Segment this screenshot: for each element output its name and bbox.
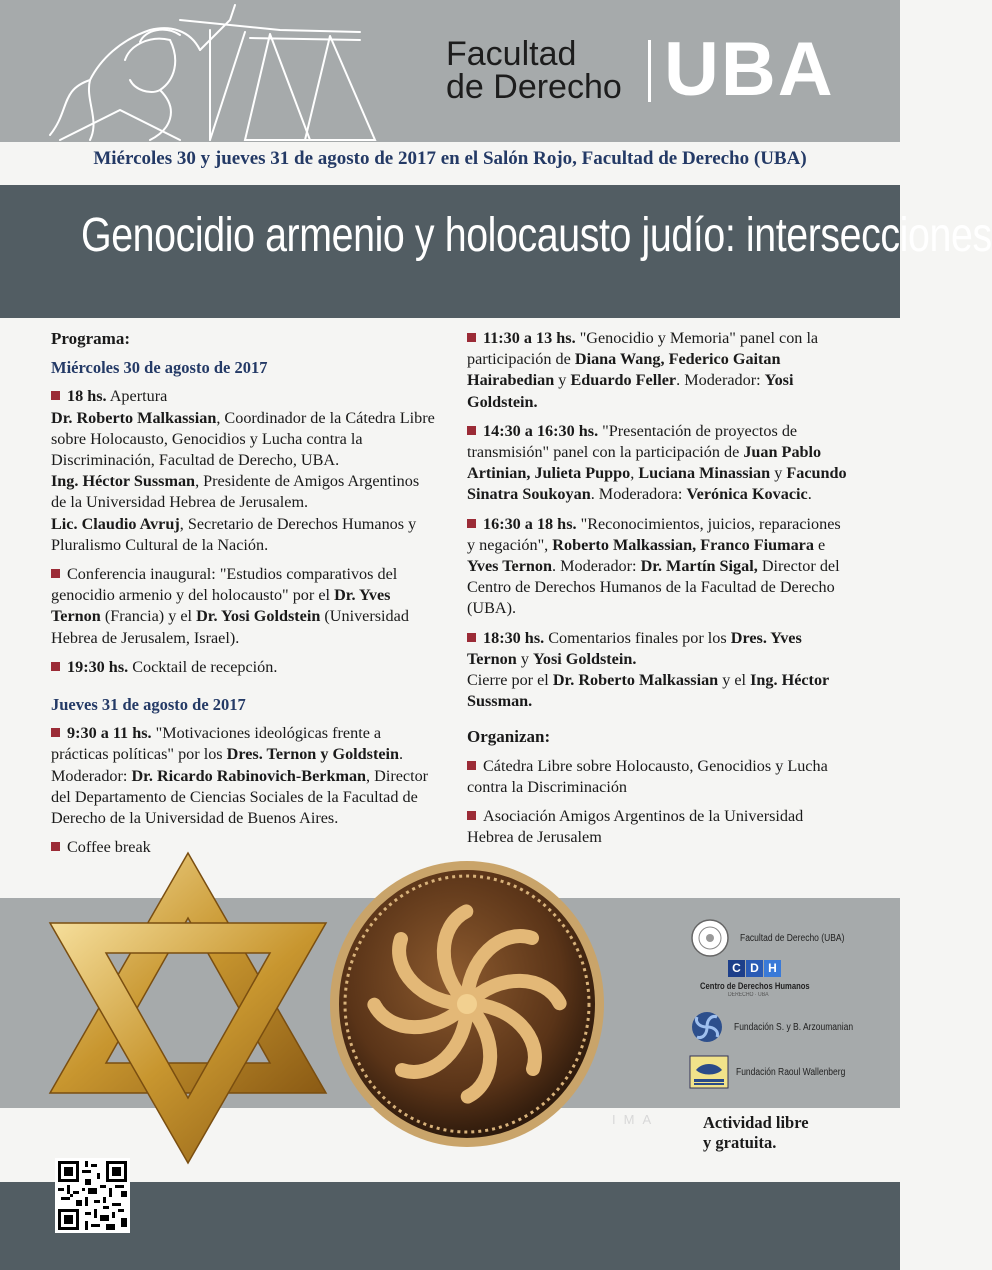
logo-cdh-subtext: DERECHO · UBA (728, 992, 769, 998)
bullet-square-icon (51, 569, 60, 578)
ima-watermark: IMA (612, 1112, 660, 1127)
uba-wordmark: UBA (664, 27, 835, 112)
cdh-letter-d: D (746, 960, 763, 977)
program-item-comentarios: 18:30 hs. Comentarios finales por los Dres. Yves Ternon y Yosi Goldstein. Cierre por el Dr. Roberto Malkassian y el Ing. Héctor Sussman. (467, 628, 829, 711)
bullet-square-icon (467, 426, 476, 435)
event-date-line: Miércoles 30 y jueves 31 de agosto de 2017 en el Salón Rojo, Facultad de Derecho (UBA) (93, 148, 807, 169)
free-activity-note (703, 1113, 809, 1153)
bullet-square-icon (467, 761, 476, 770)
cdh-letter-h: H (764, 960, 781, 977)
lady-justice-illustration (30, 0, 390, 142)
wordmark-divider (648, 40, 651, 102)
day-2-heading: Jueves 31 de agosto de 2017 (51, 695, 246, 715)
arzoumanian-wheel-icon (690, 1010, 724, 1044)
program-item-coffee: Coffee break (51, 837, 436, 858)
logo-wallenberg-text: Fundación Raoul Wallenberg (736, 1066, 846, 1078)
bullet-square-icon (467, 333, 476, 342)
organizer-item-1 (467, 756, 852, 798)
program-item-conference: Conferencia inaugural: "Estudios comparativos del genocidio armenio y del holocausto" por el Dr. Yves Ternon (Francia) y el Dr. Yosi Goldstein (Universidad Hebrea de Jerusalem, Israel). (51, 565, 409, 647)
bullet-square-icon (51, 391, 60, 400)
wallenberg-emblem-icon (690, 1056, 728, 1088)
program-column-right (467, 328, 852, 856)
program-item-memoria: 11:30 a 13 hs. "Genocidio y Memoria" panel con la participación de Diana Wang, Federico Gaitan Hairabedian y Eduardo Feller. Moderador: Yosi Goldstein. (467, 329, 819, 411)
program-item-proyectos: 14:30 a 16:30 hs. "Presentación de proyectos de transmisión" panel con la participación de Juan Pablo Artinian, Julieta Puppo, Luciana Minassian y Facundo Sinatra Soukoyan. Moderadora: Verónica Kovacic. (467, 421, 847, 504)
day-1-heading: Miércoles 30 de agosto de 2017 (51, 358, 268, 378)
organizer-1-text: Cátedra Libre sobre Holocausto, Genocidios y Lucha contra la Discriminación (467, 756, 828, 796)
facultad-wordmark (446, 35, 622, 106)
armenian-eternity-medallion-image (327, 858, 607, 1150)
free-activity-line-2: y gratuita. (703, 1133, 777, 1152)
logo-wallenberg (690, 1056, 865, 1088)
star-of-david-image (48, 848, 328, 1168)
facultad-line-2: de Derecho (446, 68, 622, 106)
poster-title: Genocidio armenio y holocausto judío: intersecciones (81, 209, 992, 262)
cdh-letter-boxes (728, 960, 782, 977)
bullet-square-icon (467, 811, 476, 820)
free-activity-line-1: Actividad libre (703, 1113, 809, 1132)
program-item-reconocimientos: 16:30 a 18 hs. "Reconocimientos, juicios, reparaciones y negación", Roberto Malkassian, Franco Fiumara e Yves Ternon. Moderador: Dr. Martín Sigal, Director del Centro de Derechos Humanos de la Facultad de Derecho (UBA). (467, 514, 841, 618)
logo-arzoumanian-text: Fundación S. y B. Arzoumanian (734, 1021, 854, 1033)
program-item-motivaciones: 9:30 a 11 hs. "Motivaciones ideológicas frente a prácticas políticas" por los Dres. Ternon y Goldstein. Moderador: Dr. Ricardo Rabinovich-Berkman, Director del Departamento de Ciencias Sociales de la Facultad de Derecho de la Universidad de Buenos Aires. (51, 724, 429, 828)
footer-band (0, 1182, 900, 1270)
logo-cdh (700, 960, 829, 998)
bullet-square-icon (51, 662, 60, 671)
organizer-2-text: Asociación Amigos Argentinos de la Universidad Hebrea de Jerusalem (467, 807, 804, 847)
bullet-square-icon (51, 728, 60, 737)
logo-facultad-text: Facultad de Derecho (UBA) (740, 932, 845, 944)
bullet-square-icon (467, 633, 476, 642)
logo-cdh-text: Centro de Derechos Humanos (700, 981, 810, 991)
program-heading: Programa: (51, 329, 130, 348)
facultad-seal-icon (690, 918, 730, 958)
qr-code[interactable] (55, 1158, 130, 1233)
organizer-item-2 (467, 806, 852, 848)
organizan-heading: Organizan: (467, 727, 551, 747)
cdh-letter-c: C (728, 960, 745, 977)
sponsor-logos (690, 912, 890, 1102)
program-item-opening: 18 hs. Apertura Dr. Roberto Malkassian, Coordinador de la Cátedra Libre sobre Holocausto, Genocidios y Lucha contra la Discriminación, Facultad de Derecho, UBA. Ing. Héctor Sussman, Presidente de Amigos Argentinos de la Universidad Hebrea de Jerusalem. Lic. Claudio Avruj, Secretario de Derechos Humanos y Pluralismo Cultural de la Nación. (51, 387, 435, 554)
program-column-left (51, 328, 436, 866)
program-item-cocktail: 19:30 hs. Cocktail de recepción. (51, 657, 436, 678)
bullet-square-icon (467, 519, 476, 528)
logo-facultad (690, 918, 863, 958)
logo-arzoumanian (690, 1010, 874, 1044)
facultad-line-1: Facultad (446, 35, 577, 73)
